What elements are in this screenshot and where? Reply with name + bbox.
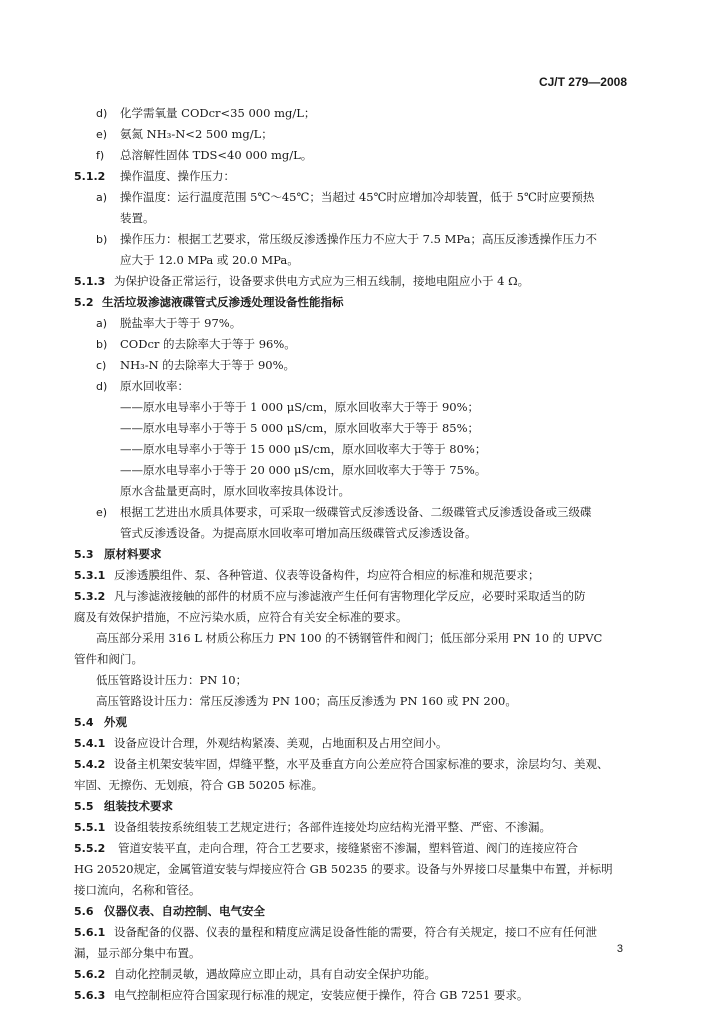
clause-text: 腐及有效保护措施，不应污染水质，应符合有关安全标准的要求。 bbox=[74, 610, 408, 624]
continuation-line bbox=[0, 859, 701, 880]
continuation-line bbox=[0, 208, 701, 229]
note-line bbox=[0, 481, 701, 502]
continuation-line bbox=[0, 880, 701, 901]
clause-number: 5.6.2 bbox=[74, 968, 106, 981]
item-label: e) bbox=[96, 128, 108, 141]
item-label: d) bbox=[96, 107, 108, 120]
document-body bbox=[0, 103, 701, 1006]
section-title: 仪器仪表、自动控制、电气安全 bbox=[104, 904, 265, 918]
item-text: 原水含盐量更高时，原水回收率按具体设计。 bbox=[120, 484, 350, 498]
clause-number: 5.6.1 bbox=[74, 926, 106, 939]
continuation-line bbox=[0, 943, 701, 964]
clause bbox=[0, 754, 701, 775]
item-text: 操作压力：根据工艺要求，常压级反渗透操作压力不应大于 7.5 MPa；高压反渗透操作压力不 bbox=[120, 232, 597, 246]
clause-text: 反渗透膜组件、泵、各种管道、仪表等设备构件，均应符合相应的标准和规范要求； bbox=[114, 568, 540, 582]
item-label: e) bbox=[96, 506, 108, 519]
section-heading bbox=[0, 712, 701, 733]
item-text: NH₃-N 的去除率大于等于 90%。 bbox=[120, 358, 296, 372]
list-item bbox=[0, 376, 701, 397]
dash-item bbox=[0, 397, 701, 418]
item-text: ——原水电导率小于等于 20 000 μS/cm，原水回收率大于等于 75%。 bbox=[120, 463, 487, 477]
clause-text: 管道安装平直，走向合理，符合工艺要求，接缝紧密不渗漏，塑料管道、阀门的连接应符合 bbox=[118, 841, 578, 855]
section-number: 5.5 bbox=[74, 800, 94, 813]
clause-number: 5.1.3 bbox=[74, 275, 106, 288]
item-text: 管式反渗透设备。为提高原水回收率可增加高压级碟管式反渗透设备。 bbox=[120, 526, 477, 540]
section-title: 组装技术要求 bbox=[104, 799, 173, 813]
clause-text: 设备配备的仪器、仪表的量程和精度应满足设备性能的需要，符合有关规定，接口不应有任何泄 bbox=[114, 925, 597, 939]
clause-number: 5.1.2 bbox=[74, 170, 106, 183]
clause bbox=[0, 565, 701, 586]
paragraph-line bbox=[0, 691, 701, 712]
clause-number: 5.5.2 bbox=[74, 842, 106, 855]
item-text: 氨氮 NH₃-N<2 500 mg/L； bbox=[120, 127, 273, 141]
page-number: 3 bbox=[616, 943, 623, 955]
clause bbox=[0, 985, 701, 1006]
item-label: c) bbox=[96, 359, 107, 372]
item-text: 操作温度：运行温度范围 5℃～45℃；当超过 45℃时应增加冷却装置，低于 5℃时应要预热 bbox=[120, 190, 595, 204]
clause bbox=[0, 166, 701, 187]
section-heading bbox=[0, 901, 701, 922]
section-number: 5.4 bbox=[74, 716, 94, 729]
continuation-line bbox=[0, 775, 701, 796]
clause-text: 电气控制柜应符合国家现行标准的规定，安装应便于操作，符合 GB 7251 要求。 bbox=[114, 988, 529, 1002]
list-item bbox=[0, 187, 701, 208]
dash-item bbox=[0, 418, 701, 439]
clause-text: 设备应设计合理，外观结构紧凑、美观，占地面积及占用空间小。 bbox=[114, 736, 448, 750]
item-label: a) bbox=[96, 317, 108, 330]
paragraph-text: 低压管路设计压力：PN 10； bbox=[96, 673, 248, 687]
item-text: 装置。 bbox=[120, 211, 155, 225]
list-item bbox=[0, 124, 701, 145]
list-item bbox=[0, 355, 701, 376]
list-item bbox=[0, 313, 701, 334]
clause-text: HG 20520规定，金属管道安装与焊接应符合 GB 50235 的要求。设备与外界接口尽量集中布置，并标明 bbox=[74, 862, 613, 876]
paragraph-text: 管件和阀门。 bbox=[74, 652, 143, 666]
section-number: 5.6 bbox=[74, 905, 94, 918]
item-text: 根据工艺进出水质具体要求，可采取一级碟管式反渗透设备、二级碟管式反渗透设备或三级碟 bbox=[120, 505, 592, 519]
clause-number: 5.3.2 bbox=[74, 590, 106, 603]
item-label: a) bbox=[96, 191, 108, 204]
item-text: CODcr 的去除率大于等于 96%。 bbox=[120, 337, 296, 351]
item-text: 化学需氧量 CODcr<35 000 mg/L； bbox=[120, 106, 316, 120]
list-item bbox=[0, 229, 701, 250]
section-title: 外观 bbox=[104, 715, 127, 729]
section-heading bbox=[0, 796, 701, 817]
section-number: 5.2 bbox=[74, 296, 94, 309]
section-heading bbox=[0, 292, 701, 313]
clause-number: 5.4.1 bbox=[74, 737, 106, 750]
item-text: 脱盐率大于等于 97%。 bbox=[120, 316, 242, 330]
dash-item bbox=[0, 460, 701, 481]
section-title: 原材料要求 bbox=[104, 547, 162, 561]
item-text: ——原水电导率小于等于 1 000 μS/cm，原水回收率大于等于 90%； bbox=[120, 400, 480, 414]
paragraph-line bbox=[0, 628, 701, 649]
paragraph-text: 高压部分采用 316 L 材质公称压力 PN 100 的不锈钢管件和阀门；低压部分采用 PN 10 的 UPVC bbox=[96, 631, 603, 645]
clause-text: 自动化控制灵敏，遇故障应立即止动，具有自动安全保护功能。 bbox=[114, 967, 436, 981]
clause bbox=[0, 817, 701, 838]
paragraph-text: 高压管路设计压力：常压反渗透为 PN 100；高压反渗透为 PN 160 或 PN 200。 bbox=[96, 694, 517, 708]
item-label: b) bbox=[96, 233, 108, 246]
clause-text: 设备组装按系统组装工艺规定进行；各部件连接处均应结构光滑平整、严密、不渗漏。 bbox=[114, 820, 551, 834]
section-title: 生活垃圾渗滤液碟管式反渗透处理设备性能指标 bbox=[102, 295, 344, 309]
clause bbox=[0, 271, 701, 292]
clause-text: 操作温度、操作压力： bbox=[120, 169, 235, 183]
paragraph-line bbox=[0, 670, 701, 691]
clause bbox=[0, 964, 701, 985]
clause-text: 为保护设备正常运行，设备要求供电方式应为三相五线制，接地电阻应小于 4 Ω。 bbox=[114, 274, 530, 288]
clause-text: 设备主机架安装牢固，焊缝平整，水平及垂直方向公差应符合国家标准的要求，涂层均匀、美观、 bbox=[114, 757, 609, 771]
item-text: 总溶解性固体 TDS<40 000 mg/L。 bbox=[120, 148, 313, 162]
document-code-header: CJ/T 279—2008 bbox=[538, 75, 627, 89]
continuation-line bbox=[0, 649, 701, 670]
clause-text: 接口流向，名称和管径。 bbox=[74, 883, 201, 897]
item-label: b) bbox=[96, 338, 108, 351]
clause-number: 5.6.3 bbox=[74, 989, 106, 1002]
clause-text: 凡与渗滤液接触的部件的材质不应与渗滤液产生任何有害物理化学反应，必要时采取适当的防 bbox=[114, 589, 586, 603]
continuation-line bbox=[0, 250, 701, 271]
item-text: 应大于 12.0 MPa 或 20.0 MPa。 bbox=[120, 253, 299, 267]
dash-item bbox=[0, 439, 701, 460]
clause-number: 5.4.2 bbox=[74, 758, 106, 771]
item-label: f) bbox=[96, 149, 105, 162]
list-item bbox=[0, 334, 701, 355]
list-item bbox=[0, 103, 701, 124]
section-heading bbox=[0, 544, 701, 565]
list-item bbox=[0, 145, 701, 166]
clause bbox=[0, 922, 701, 943]
clause bbox=[0, 838, 701, 859]
continuation-line bbox=[0, 523, 701, 544]
section-number: 5.3 bbox=[74, 548, 94, 561]
item-text: 原水回收率： bbox=[120, 379, 189, 393]
item-label: d) bbox=[96, 380, 108, 393]
clause bbox=[0, 733, 701, 754]
list-item bbox=[0, 502, 701, 523]
item-text: ——原水电导率小于等于 5 000 μS/cm，原水回收率大于等于 85%； bbox=[120, 421, 480, 435]
clause bbox=[0, 586, 701, 607]
item-text: ——原水电导率小于等于 15 000 μS/cm，原水回收率大于等于 80%； bbox=[120, 442, 487, 456]
clause-number: 5.5.1 bbox=[74, 821, 106, 834]
clause-text: 牢固、无擦伤、无划痕，符合 GB 50205 标准。 bbox=[74, 778, 324, 792]
clause-text: 漏，显示部分集中布置。 bbox=[74, 946, 201, 960]
continuation-line bbox=[0, 607, 701, 628]
clause-number: 5.3.1 bbox=[74, 569, 106, 582]
